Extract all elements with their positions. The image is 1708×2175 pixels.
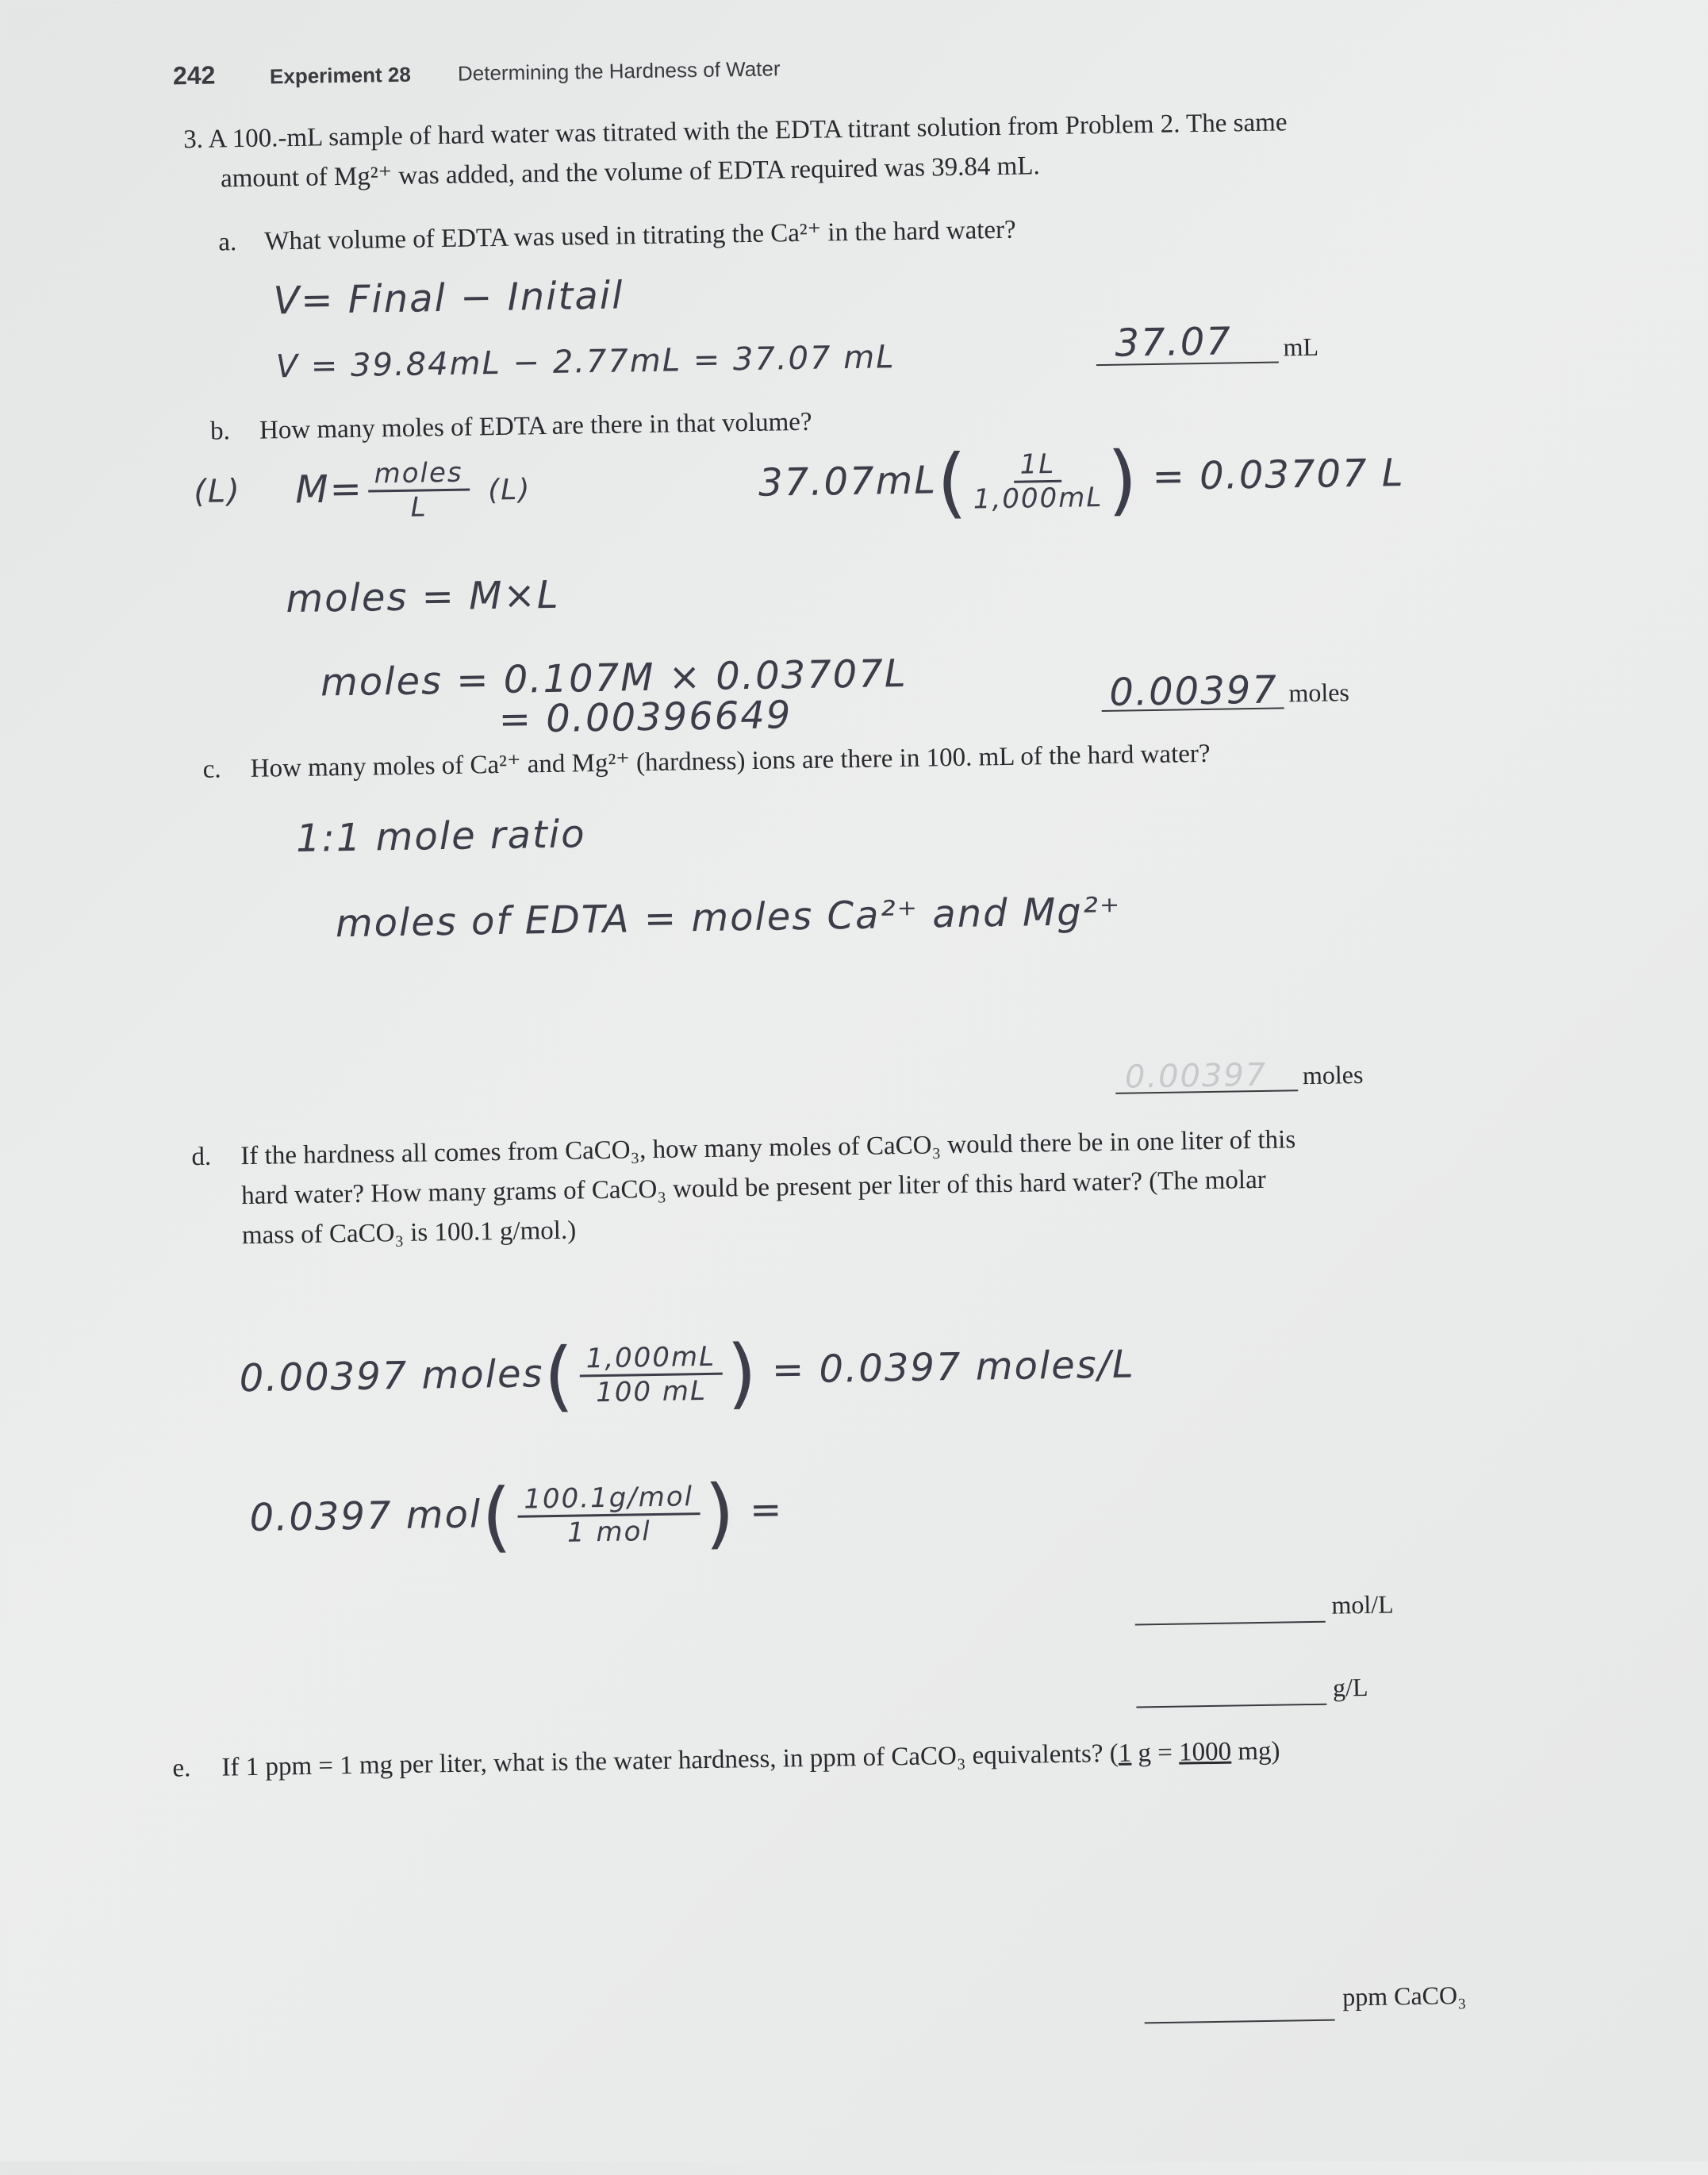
molarity-lhs: M=	[294, 467, 364, 513]
part-e-question-start: If 1 ppm = 1 mg per liter, what is the water hardness, in ppm of CaCO₃ equivalents? (	[221, 1739, 1119, 1782]
part-a-work-line-1: V= Final − Initail	[273, 273, 624, 324]
part-c-work-line-1: 1:1 mole ratio	[295, 812, 586, 861]
part-d-fraction-1	[579, 1340, 723, 1408]
part-d-work-line-1	[239, 1328, 1135, 1419]
part-d-line-3: mass of CaCO₃ is 100.1 g/mol.)	[241, 1216, 577, 1251]
conversion-lhs: 37.07mL	[758, 458, 938, 505]
part-b-moles-calc-2: = 0.00396649	[498, 693, 793, 742]
part-d-line-2: hard water? How many grams of CaCO₃ would be present per liter of this hard water? (The molar	[240, 1165, 1266, 1211]
molarity-fraction	[367, 457, 470, 525]
part-b-question: How many moles of EDTA are there in that volume?	[259, 407, 812, 445]
part-e-answer-line[interactable]	[1145, 2019, 1335, 2024]
part-d-unit-mol-per-l: mol/L	[1331, 1589, 1394, 1620]
part-b-unit: moles	[1288, 678, 1350, 708]
experiment-label: Experiment 28	[269, 62, 411, 89]
problem-3-line-1: 3. A 100.-mL sample of hard water was titrated with the EDTA titrant solution from Problem 2. The same	[182, 108, 1288, 155]
part-b-moles-calc-1: moles = 0.107M × 0.03707L	[320, 651, 908, 705]
part-b-moles-formula: moles = M×L	[285, 572, 560, 622]
part-d-letter: d.	[191, 1142, 212, 1172]
part-c-unit: moles	[1302, 1059, 1364, 1090]
paren-close: )	[1107, 435, 1140, 525]
part-d-fraction-2	[517, 1481, 700, 1550]
page-number: 242	[172, 60, 216, 90]
part-e-unit: ppm CaCO₃	[1341, 1981, 1467, 2012]
part-e-handwritten-1000: 1000	[1178, 1737, 1232, 1767]
part-c-work-line-2: moles of EDTA = moles Ca²⁺ and Mg²⁺	[335, 889, 1122, 947]
part-b-letter: b.	[209, 417, 231, 446]
part-d-lhs-1: 0.00397 moles	[239, 1351, 544, 1401]
part-d-numerator-1: 1,000mL	[579, 1340, 722, 1377]
part-a-answer: 37.07	[1115, 319, 1233, 366]
part-a-work-line-2: V = 39.84mL − 2.77mL = 37.07 mL	[275, 339, 896, 386]
part-e-handwritten-1: 1	[1118, 1739, 1132, 1768]
part-d-numerator-2: 100.1g/mol	[517, 1481, 700, 1518]
conversion-fraction	[973, 447, 1103, 515]
part-d-rhs-2: =	[749, 1487, 784, 1533]
part-d-line-1: If the hardness all comes from CaCO₃, how many moles of CaCO₃ would there be in one liter of this	[240, 1125, 1296, 1171]
paren-open: (	[543, 1331, 576, 1421]
molarity-denominator: L	[410, 491, 428, 524]
part-b-molarity-formula	[295, 455, 532, 525]
part-e-question-end: mg)	[1230, 1736, 1280, 1766]
molarity-numerator: moles	[367, 457, 470, 493]
part-d-denominator-1: 100 mL	[595, 1374, 708, 1408]
part-e-letter: e.	[172, 1754, 191, 1783]
part-d-work-line-2	[249, 1468, 784, 1562]
part-a-unit: mL	[1283, 332, 1319, 362]
part-a-question: What volume of EDTA was used in titrating the Ca²⁺ in the hard water?	[264, 215, 1016, 256]
paren-close: )	[704, 1468, 737, 1558]
page-title: Determining the Hardness of Water	[457, 56, 781, 86]
conversion-numerator: 1L	[1013, 448, 1061, 482]
paren-close: )	[726, 1328, 759, 1418]
part-d-denominator-2: 1 mol	[566, 1515, 652, 1549]
conversion-denominator: 1,000mL	[973, 481, 1103, 516]
part-b-conversion	[758, 435, 1405, 528]
conversion-rhs: = 0.03707 L	[1152, 450, 1405, 499]
part-e-question	[221, 1731, 1280, 1788]
part-d-rhs-1: = 0.0397 moles/L	[771, 1342, 1136, 1393]
part-c-question: How many moles of Ca²⁺ and Mg²⁺ (hardness) ions are there in 100. mL of the hard water?	[250, 739, 1211, 783]
part-d-g-per-l-answer-line[interactable]	[1136, 1704, 1326, 1708]
molarity-note: (L)	[487, 473, 532, 507]
paren-open: (	[936, 437, 969, 528]
part-b-answer: 0.00397	[1108, 667, 1279, 715]
part-d-lhs-2: 0.0397 mol	[249, 1492, 482, 1541]
part-c-letter: c.	[202, 755, 221, 784]
problem-3-line-2: amount of Mg²⁺ was added, and the volume of EDTA required was 39.84 mL.	[220, 152, 1040, 194]
part-c-answer: 0.00397	[1124, 1056, 1268, 1096]
part-e-g-equals: g =	[1130, 1738, 1180, 1768]
part-d-unit-g-per-l: g/L	[1332, 1672, 1368, 1702]
part-d-mol-per-l-answer-line[interactable]	[1135, 1621, 1326, 1626]
part-b-left-note: (L)	[193, 473, 242, 510]
paren-open: (	[481, 1471, 514, 1562]
part-a-letter: a.	[218, 228, 237, 257]
